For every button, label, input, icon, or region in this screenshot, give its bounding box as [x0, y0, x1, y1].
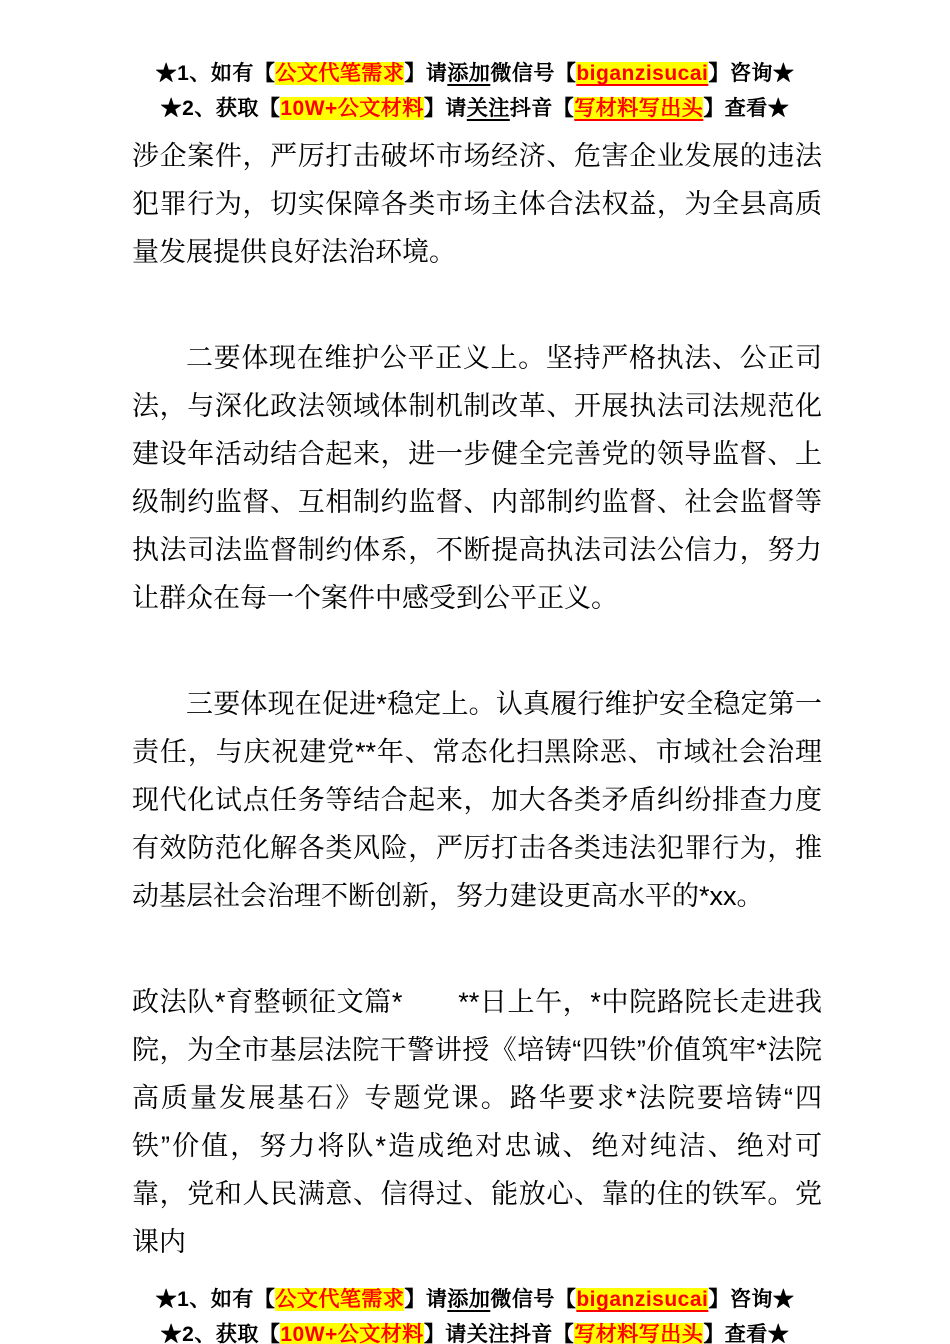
banner1-highlight-wechat-id: biganzisucai [576, 62, 709, 85]
banner1-suffix: 】咨询★ [708, 1288, 795, 1311]
banner1-suffix: 】咨询★ [708, 62, 795, 85]
banner1-highlight-wechat-id: biganzisucai [576, 1288, 709, 1311]
banner2-mid2: 抖音【 [509, 1323, 575, 1344]
banner1-prefix: ★1、如有【 [155, 62, 276, 85]
banner1-mid1: 】请 [404, 62, 448, 85]
banner1-highlight-service: 公文代笔需求 [275, 62, 405, 85]
banner2-underline-follow: 关注 [466, 97, 510, 120]
banner2-highlight-douyin-id: 写材料写出头 [574, 97, 704, 120]
promo-banner-top [0, 0, 950, 126]
banner2-mid2: 抖音【 [509, 97, 575, 120]
banner2-prefix: ★2、获取【 [160, 97, 281, 120]
promo-banner-bottom [0, 1282, 950, 1344]
banner2-suffix: 】查看★ [703, 97, 790, 120]
banner1-prefix: ★1、如有【 [155, 1288, 276, 1311]
banner2-prefix: ★2、获取【 [160, 1323, 281, 1344]
promo-banner-bottom-line-2 [0, 1317, 950, 1344]
banner2-highlight-douyin-id: 写材料写出头 [574, 1323, 704, 1344]
banner2-suffix: 】查看★ [703, 1323, 790, 1344]
paragraph-promote-stability: 三要体现在促进*稳定上。认真履行维护安全稳定第一责任，与庆祝建党**年、常态化扫黑除恶、市域社会治理现代化试点任务等结合起来，加大各类矛盾纠纷排查力度有效防范化解各类风险，严厉打击各类违法犯罪行为，推动基层社会治理不断创新，努力建设更高水平的*xx。 [132, 689, 822, 911]
banner2-mid1: 】请 [423, 1323, 467, 1344]
banner1-mid2: 微信号【 [490, 62, 577, 85]
promo-banner-top-line-1 [0, 56, 950, 91]
paragraph-fairness-justice: 二要体现在维护公平正义上。坚持严格执法、公正司法，与深化政法领域体制机制改革、开展执法司法规范化建设年活动结合起来，进一步健全完善党的领导监督、上级制约监督、互相制约监督、内部制约监督、社会监督等执法司法监督制约体系，不断提高执法司法公信力，努力让群众在每一个案件中感受到公平正义。 [132, 343, 822, 613]
banner2-mid1: 】请 [423, 97, 467, 120]
paragraph-party-lecture: 政法队*育整顿征文篇* **日上午，*中院路院长走进我院，为全市基层法院干警讲授《培铸“四铁”价值筑牢*法院高质量发展基石》专题党课。路华要求*法院要培铸“四铁”价值，努力将队*造成绝对忠诚、绝对纯洁、绝对可靠，党和人民满意、信得过、能放心、靠的住的铁军。党课内 [132, 987, 822, 1257]
promo-banner-top-line-2 [0, 91, 950, 126]
banner1-underline-add: 添加 [447, 62, 491, 85]
banner1-underline-add: 添加 [447, 1288, 491, 1311]
paragraph-legal-protection: 涉企案件，严厉打击破坏市场经济、危害企业发展的违法犯罪行为，切实保障各类市场主体合法权益，为全县高质量发展提供良好法治环境。 [132, 141, 822, 267]
banner2-highlight-material: 10W+公文材料 [280, 1323, 424, 1344]
banner2-underline-follow: 关注 [466, 1323, 510, 1344]
promo-banner-bottom-line-1 [0, 1282, 950, 1317]
banner2-highlight-material: 10W+公文材料 [280, 97, 424, 120]
document-body [132, 126, 822, 1266]
banner1-highlight-service: 公文代笔需求 [275, 1288, 405, 1311]
banner1-mid1: 】请 [404, 1288, 448, 1311]
banner1-mid2: 微信号【 [490, 1288, 577, 1311]
